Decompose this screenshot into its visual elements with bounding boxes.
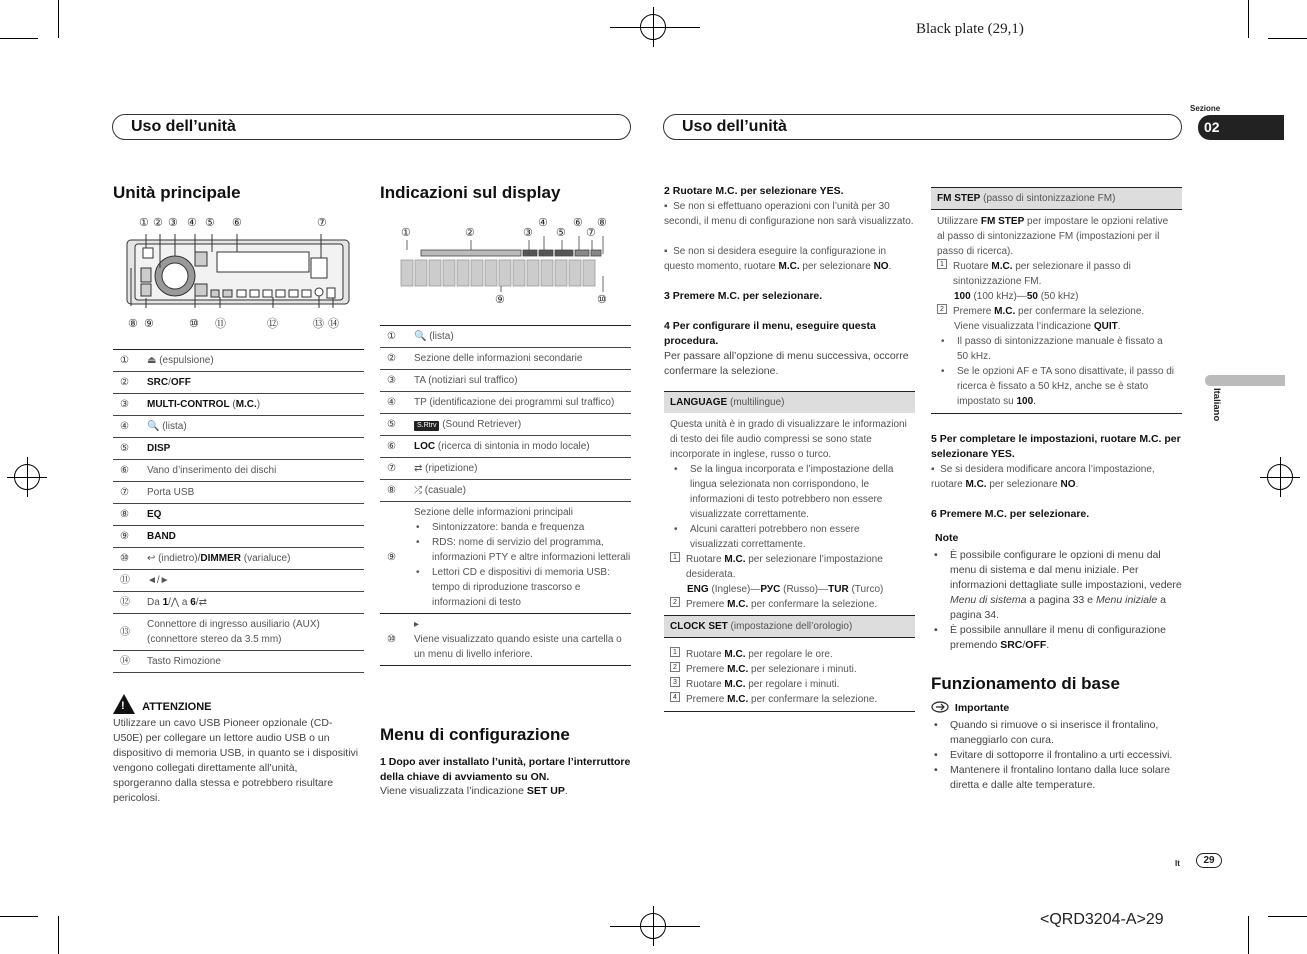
important-heading: Importante	[931, 701, 1009, 716]
warning-heading: ! ATTENZIONE	[113, 694, 212, 715]
table-row: ⑩ ↩ (indietro)/DIMMER (varialuce)	[113, 548, 364, 570]
crop-mark	[58, 916, 59, 954]
crop-mark	[1248, 0, 1249, 38]
step-number-box: 1	[670, 552, 680, 562]
display-table	[380, 325, 631, 666]
step-5-note: ▪ Se si desidera modificare ancora l’impostazione, ruotare M.C. per selezionare NO.	[931, 464, 1155, 490]
warning-text: Utilizzare un cavo USB Pioneer opzionale (CD-U50E) per collegare un lettore audio USB o un dispositivo di memoria USB, in quanto se i dispositivi vengono collegati direttamente all’unità, sporgeranno dalla stessa e potrebbero risultare pericolosi.	[113, 717, 359, 804]
list-item: 4 Premere M.C. per confermare la selezione.	[670, 692, 909, 707]
crop-mark	[1268, 38, 1307, 39]
plate-label: Black plate (29,1)	[916, 21, 1024, 37]
step-4: 4 Per configurare il menu, eseguire questa procedura.	[664, 320, 876, 347]
notes-title: Note	[935, 532, 959, 544]
table-row: ② SRC/OFF	[113, 372, 364, 394]
table-row: ③ MULTI-CONTROL (M.C.)	[113, 394, 364, 416]
table-row: ⑩ ▸ Viene visualizzato quando esiste una cartella o un menu di livello inferiore.	[380, 614, 631, 665]
crop-mark	[0, 38, 38, 39]
table-row: ⑪ ◄/►	[113, 570, 364, 592]
table-row: ② Sezione delle informazioni secondarie	[380, 348, 631, 370]
important-icon	[931, 701, 949, 713]
setup-menu-title: Menu di configurazione	[380, 725, 570, 744]
table-row: ④ TP (identificazione dei programmi sul traffico)	[380, 392, 631, 414]
table-row: ⑤ DISP	[113, 438, 364, 460]
clock-box-header: CLOCK SET (impostazione dell’orologio)	[664, 615, 915, 638]
list-item: • È possibile configurare le opzioni di menu dal menu di sistema e dal menu iniziale. Per informazioni dettagliate sulle impostazioni, vedere Menu di sistema a pagina 33 e Menu iniziale a pagina 34.	[934, 549, 1182, 621]
list-item: 1 Ruotare M.C. per regolare le ore.	[670, 647, 909, 662]
language-box-header: LANGUAGE (multilingue)	[664, 391, 915, 413]
lcd-display-drawing	[395, 236, 615, 292]
list-item: • Alcuni caratteri potrebbero non essere visualizzati correttamente.	[674, 524, 860, 550]
table-row: ⑧ EQ	[113, 504, 364, 526]
step-number-box: 2	[670, 597, 680, 607]
section-number: 02	[1198, 115, 1284, 140]
basic-operation-title: Funzionamento di base	[931, 674, 1120, 693]
table-row: ⑦ ⇄ (ripetizione)	[380, 458, 631, 480]
step-6: 6 Premere M.C. per selezionare.	[931, 508, 1090, 520]
main-unit-title: Unità principale	[113, 183, 241, 202]
crop-mark	[1248, 916, 1249, 954]
step-1-detail: Viene visualizzata l’indicazione SET UP.	[380, 785, 568, 797]
crop-mark	[0, 916, 38, 917]
list-item: 2 Premere M.C. per selezionare i minuti.	[670, 662, 909, 677]
square-bullet: ▪	[931, 464, 941, 475]
step-1: 1 Dopo aver installato l’unità, portare l’interruttore della chiave di avviamento su ON.	[380, 756, 631, 783]
step-2-note-a: ▪ Se non si effettuano operazioni con l’unità per 30 secondi, il menu di configurazione non sarà visualizzato.	[664, 201, 914, 227]
important-list	[931, 718, 1183, 793]
crop-mark	[1268, 916, 1307, 917]
section-header-left: Uso dell’unità	[112, 114, 631, 140]
table-row: ⑤ S.Rtrv (Sound Retriever)	[380, 414, 631, 436]
language-tab: Italiano	[1211, 388, 1222, 422]
table-row: ① ⏏ (espulsione)	[113, 350, 364, 372]
language-box: LANGUAGE (multilingue) Questa unità è in grado di visualizzare le informazioni di testo dei file audio compressi se sono state incorporate in inglese, russo o turco. • Se la lingua incorporata e l’impostazione della lingua selezionata non corrispondono, le informazioni di testo potrebbero non essere visualizzate correttamente. • Alcuni caratteri potrebbero non essere visualizzati correttamente. 1 Ruotare M.C. per selezionare l’impostazione desiderata. ENG (Inglese)—РУС (Russo)—TUR (Turco) 2 Premere M.C. per confermare la selezione. CLOCK SET (impostazione dell’orologio) 1 Ruotare M.C. per regolare le ore. 2 Premere M.C. per selezionare i minuti. 3 Ruotare M.C. per regolare i minuti. 4 Premere M.C. per confermare la selezione.	[664, 391, 915, 712]
table-row: ⑬ Connettore di ingresso ausiliario (AUX) (connettore stereo da 3.5 mm)	[113, 614, 364, 651]
list-item: • Sintonizzatore: banda e frequenza	[416, 522, 585, 533]
step-number-box: 2	[937, 304, 947, 314]
display-diagram: ① ② ③ ④ ⑤ ⑥ ⑦ ⑧ ⑨ ⑩	[395, 216, 615, 312]
registration-mark	[1267, 464, 1293, 490]
step-4-detail: Per passare all’opzione di menu successiva, occorre confermare la selezione.	[664, 350, 909, 377]
step-2-note-b: ▪ Se non si desidera eseguire la configurazione in questo momento, ruotare M.C. per selezionare NO.	[664, 246, 892, 272]
crop-mark	[58, 0, 59, 38]
folder-arrow-icon: ▸	[414, 619, 420, 630]
table-row: ④ 🔍 (lista)	[113, 416, 364, 438]
step-3: 3 Premere M.C. per selezionare.	[664, 290, 823, 302]
table-row: ⑥ Vano d’inserimento dei dischi	[113, 460, 364, 482]
list-item: • Mantenere il frontalino lontano dalla luce solare diretta e dalle alte temperature.	[934, 764, 1171, 791]
sound-retriever-icon: S.Rtrv	[414, 421, 439, 431]
notes-list	[931, 548, 1183, 653]
list-item: • Se le opzioni AF e TA sono disattivate, il passo di ricerca è fissato a 50 kHz, anche se è stato impostato su 100.	[941, 366, 1174, 407]
document-code: <QRD3204-A>29	[1040, 911, 1164, 928]
square-bullet: ▪	[664, 201, 674, 212]
main-unit-table	[113, 349, 364, 673]
page-language: It	[1175, 859, 1180, 868]
section-header-right: Uso dell’unità	[663, 114, 1182, 140]
list-item: 1 Ruotare M.C. per selezionare l’impostazione desiderata.	[670, 552, 909, 582]
list-item: • Evitare di sottoporre il frontalino a urti eccessivi.	[934, 749, 1173, 761]
list-item: • Il passo di sintonizzazione manuale è fissato a 50 kHz.	[941, 336, 1163, 362]
table-row: ① 🔍 (lista)	[380, 326, 631, 348]
list-item: • Se la lingua incorporata e l’impostazione della lingua selezionata non corrispondono, le informazioni di testo potrebbero non essere visualizzate correttamente.	[674, 464, 894, 520]
table-row: ⑭ Tasto Rimozione	[113, 651, 364, 673]
car-stereo-drawing	[113, 228, 363, 318]
step-5: 5 Per completare le impostazioni, ruotare M.C. per selezionare YES.	[931, 433, 1181, 460]
step-2: 2 Ruotare M.C. per selezionare YES.	[664, 185, 844, 197]
fm-step-header: FM STEP (passo di sintonizzazione FM)	[931, 187, 1182, 210]
warning-icon	[113, 694, 135, 714]
table-row: ⑧ ⤮ (casuale)	[380, 480, 631, 502]
list-item: • È possibile annullare il menu di configurazione premendo SRC/OFF.	[934, 624, 1166, 651]
main-unit-diagram: ① ② ③ ④ ⑤ ⑥ ⑦ ⑧ ⑨ ⑩ ⑪ ⑫ ⑬ ⑭	[113, 214, 363, 334]
table-row: ⑦ Porta USB	[113, 482, 364, 504]
page-number: 29	[1196, 853, 1222, 868]
registration-mark	[640, 913, 666, 939]
list-item: 2 Premere M.C. per confermare la selezione.	[670, 597, 909, 612]
list-item: • RDS: nome di servizio del programma, informazioni PTY e altre informazioni letterali	[416, 537, 631, 563]
registration-mark	[640, 14, 666, 40]
table-row: ③ TA (notiziari sul traffico)	[380, 370, 631, 392]
square-bullet: ▪	[664, 246, 674, 257]
list-item: • Quando si rimuove o si inserisce il frontalino, maneggiarlo con cura.	[934, 719, 1159, 746]
language-tab-bar	[1205, 375, 1285, 386]
section-label: Sezione	[1190, 104, 1221, 113]
list-item: • Lettori CD e dispositivi di memoria USB: tempo di riproduzione trascorso e informazioni di testo	[416, 567, 610, 608]
language-options: ENG (Inglese)—РУС (Russo)—TUR (Turco)	[687, 584, 884, 595]
table-row: ⑨ Sezione delle informazioni principali • Sintonizzatore: banda e frequenza • RDS: nome di servizio del programma, informazioni PTY e altre informazioni letterali • Lettori CD e dispositivi di memoria USB: tempo di riproduzione trascorso e informazioni di testo	[380, 502, 631, 614]
list-item: 2 Premere M.C. per confermare la selezione.	[937, 304, 1176, 319]
list-item: 3 Ruotare M.C. per regolare i minuti.	[670, 677, 909, 692]
registration-mark	[14, 464, 40, 490]
display-title: Indicazioni sul display	[380, 183, 561, 202]
table-row: ⑨ BAND	[113, 526, 364, 548]
fm-step-options: 100 (100 kHz)—50 (50 kHz)	[954, 291, 1079, 302]
list-item: 1 Ruotare M.C. per selezionare il passo di sintonizzazione FM.	[937, 259, 1176, 289]
table-row: ⑥ LOC (ricerca di sintonia in modo locale)	[380, 436, 631, 458]
table-row: ⑫ Da 1/⋀ a 6/⇄	[113, 592, 364, 614]
step-number-box: 1	[937, 259, 947, 269]
fm-step-box: FM STEP (passo di sintonizzazione FM) Utilizzare FM STEP per impostare le opzioni relative al passo di sintonizzazione FM (impostazioni per il passo di ricerca). 1 Ruotare M.C. per selezionare il passo di sintonizzazione FM. 100 (100 kHz)—50 (50 kHz) 2 Premere M.C. per confermare la selezione. Viene visualizzata l’indicazione QUIT. • Il passo di sintonizzazione manuale è fissato a 50 kHz. • Se le opzioni AF e TA sono disattivate, il passo di ricerca è fissato a 50 kHz, anche se è stato impostato su 100.	[931, 187, 1182, 414]
